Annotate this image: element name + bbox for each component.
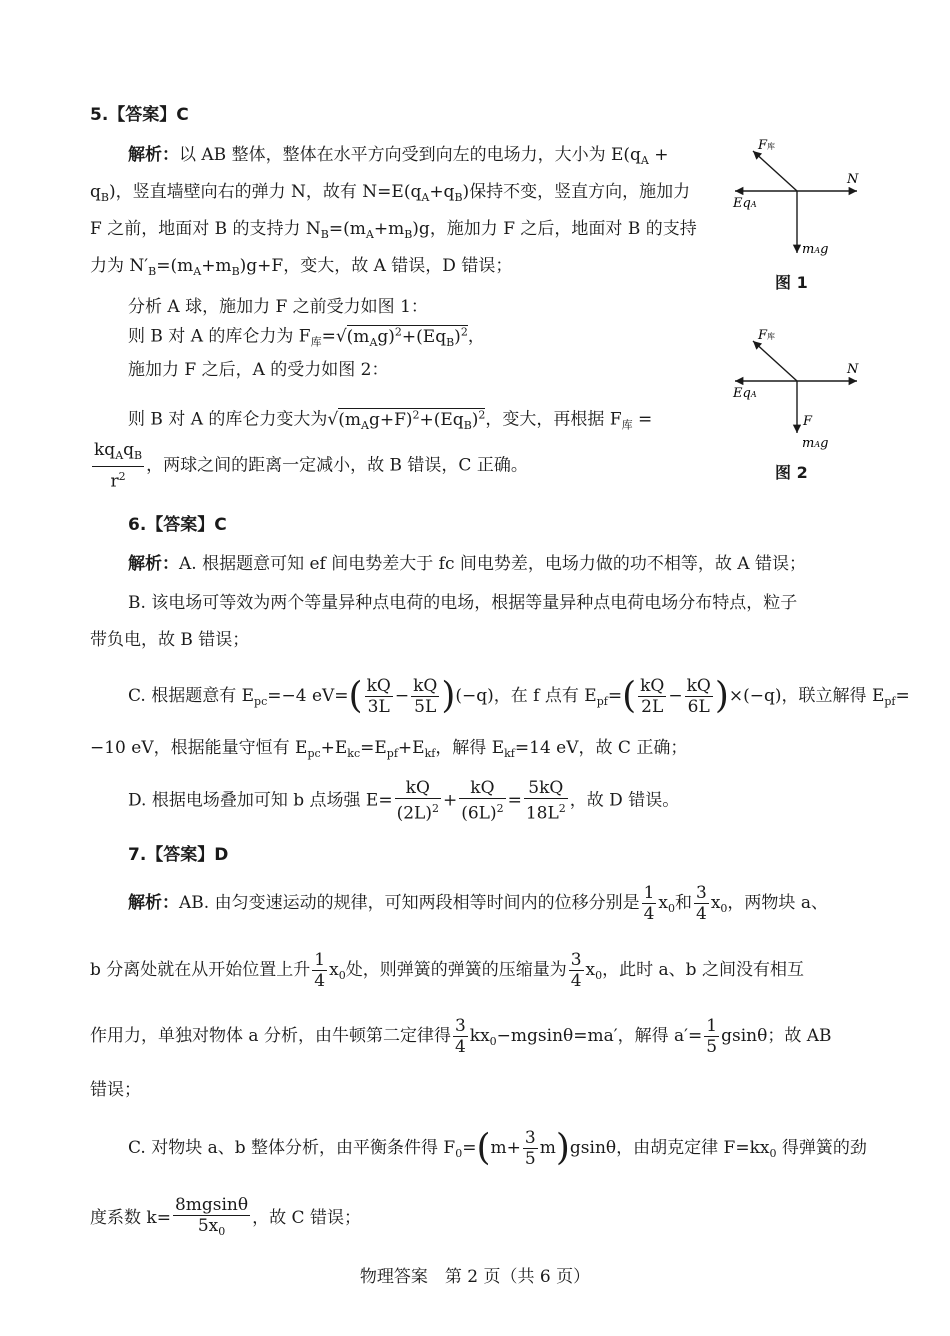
q5-line8: 则 B 对 A 的库仑力变大为$√(m_Ag+F)^2+(Eq_B)^2$，变大，再根据 $F_库$ = [128,408,653,432]
svg-text:F: F [803,414,813,429]
q5-line7: 施加力 F 之后，A 的受力如图 2： [128,360,389,380]
svg-text:mAg: mAg [802,436,829,451]
q6-line-c1: C. 根据题意有 $E_{pc}=-4$ eV=( $\frac{kQ}{3L}$ − $\frac{kQ}{5L}$ )(−q)，在 f 点有 $E_{pf}=$( $\frac{kQ}{2L}$ − $\frac{kQ}{6L}$ )×(−q)，联立解得 $E_{pf}=$ [128,675,910,717]
svg-text:EqA: EqA [733,196,757,211]
q6-line-b1: B. 该电场可等效为两个等量异种点电荷的电场，根据等量异种点电荷电场分布特点，粒子 [128,593,798,613]
q7-line-ab4: 错误； [90,1080,141,1100]
q5-heading: 5.【答案】C [90,105,189,125]
q5-line4: 力为 $N'_B=(m_A+m_B)g+F$，变大，故 A 错误，D 错误； [90,256,513,278]
svg-text:F库: F库 [758,328,776,343]
q5-line3: F 之前，地面对 B 的支持力 $N_B=(m_A+m_B)g$，施加力 F 之后，地面对 B 的支持 [90,219,697,241]
svg-text:N: N [847,362,859,377]
q5-line1: 解析：以 AB 整体，整体在水平方向受到向左的电场力，大小为 $E(q_A$ + [128,145,669,167]
q5-label: 解析： [128,145,179,165]
force-diagram-2 [725,325,870,455]
q5-line5: 分析 A 球，施加力 F 之前受力如图 1： [128,297,428,317]
q5-line2: $q_B$)，竖直墙壁向右的弹力 N，故有 $N=E(q_A+q_B)$保持不变，竖直方向，施加力 [90,182,691,204]
svg-text:N: N [847,172,859,187]
q6-line-a: 解析：A. 根据题意可知 ef 间电势差大于 fc 间电势差，电场力做的功不相等，故 A 错误； [128,554,806,574]
q6-line-d: D. 根据电场叠加可知 b 点场强 E= $\frac{kQ}{(2L)^2}$ + $\frac{kQ}{(6L)^2}$ = $\frac{5kQ}{18L^2}$ ，故 D 错误。 [128,778,680,824]
q5-line9: $\frac{kq_Aq_B}{r^2}$ ，两球之间的距离一定减小，故 B 错误，C 正确。 [94,440,528,492]
q7-line-ab2: b 分离处就在从开始位置上升 $\frac{1}{4}$ $x_0$处，则弹簧的弹簧的压缩量为 $\frac{3}{4}$ $x_0$，此时 a、b 之间没有相互 [90,950,804,991]
q7-line-ab3: 作用力，单独对物体 a 分析，由牛顿第二定律得 $\frac{3}{4}$ $kx_0-mgsin\theta=ma'$，解得 a′= $\frac{1}{5}$ gsinθ；故 AB [90,1016,832,1057]
page-footer: 物理答案 第 2 页（共 6 页） [359,1267,591,1287]
fig1-caption: 图 1 [775,273,808,292]
fig2-caption: 图 2 [775,463,808,482]
q7-line-c1: C. 对物块 a、b 整体分析，由平衡条件得 $F_0=(m+$ $\frac{3}{5}$ m)gsinθ，由胡克定律 $F=kx_0$ 得弹簧的劲 [128,1127,867,1169]
q7-line-c2: 度系数 k= $\frac{8mgsin\theta}{5x_0}$ ，故 C 错误； [90,1195,361,1238]
q6-heading: 6.【答案】C [128,515,227,535]
svg-text:EqA: EqA [733,386,757,401]
q5-line6: 则 B 对 A 的库仑力为 $F_库=√(m_Ag)^2+(Eq_B)^2$， [128,325,485,349]
q7-heading: 7.【答案】D [128,845,229,865]
svg-text:mAg: mAg [802,242,829,257]
q6-line-c2: −10 eV，根据能量守恒有 $E_{pc}+E_{kc}=E_{pf}+E_{kf}$，解得 $E_{kf}=14$ eV，故 C 正确； [90,738,688,760]
q7-line-ab1: 解析：AB. 由匀变速运动的规律，可知两段相等时间内的位移分别是 $\frac{1}{4}$ $x_0$和 $\frac{3}{4}$ $x_0$，两物块 a、 [128,883,828,924]
force-diagram-1 [725,135,870,265]
fig1-f-label: F库 [758,138,776,153]
q6-line-b2: 带负电，故 B 错误； [90,630,250,650]
